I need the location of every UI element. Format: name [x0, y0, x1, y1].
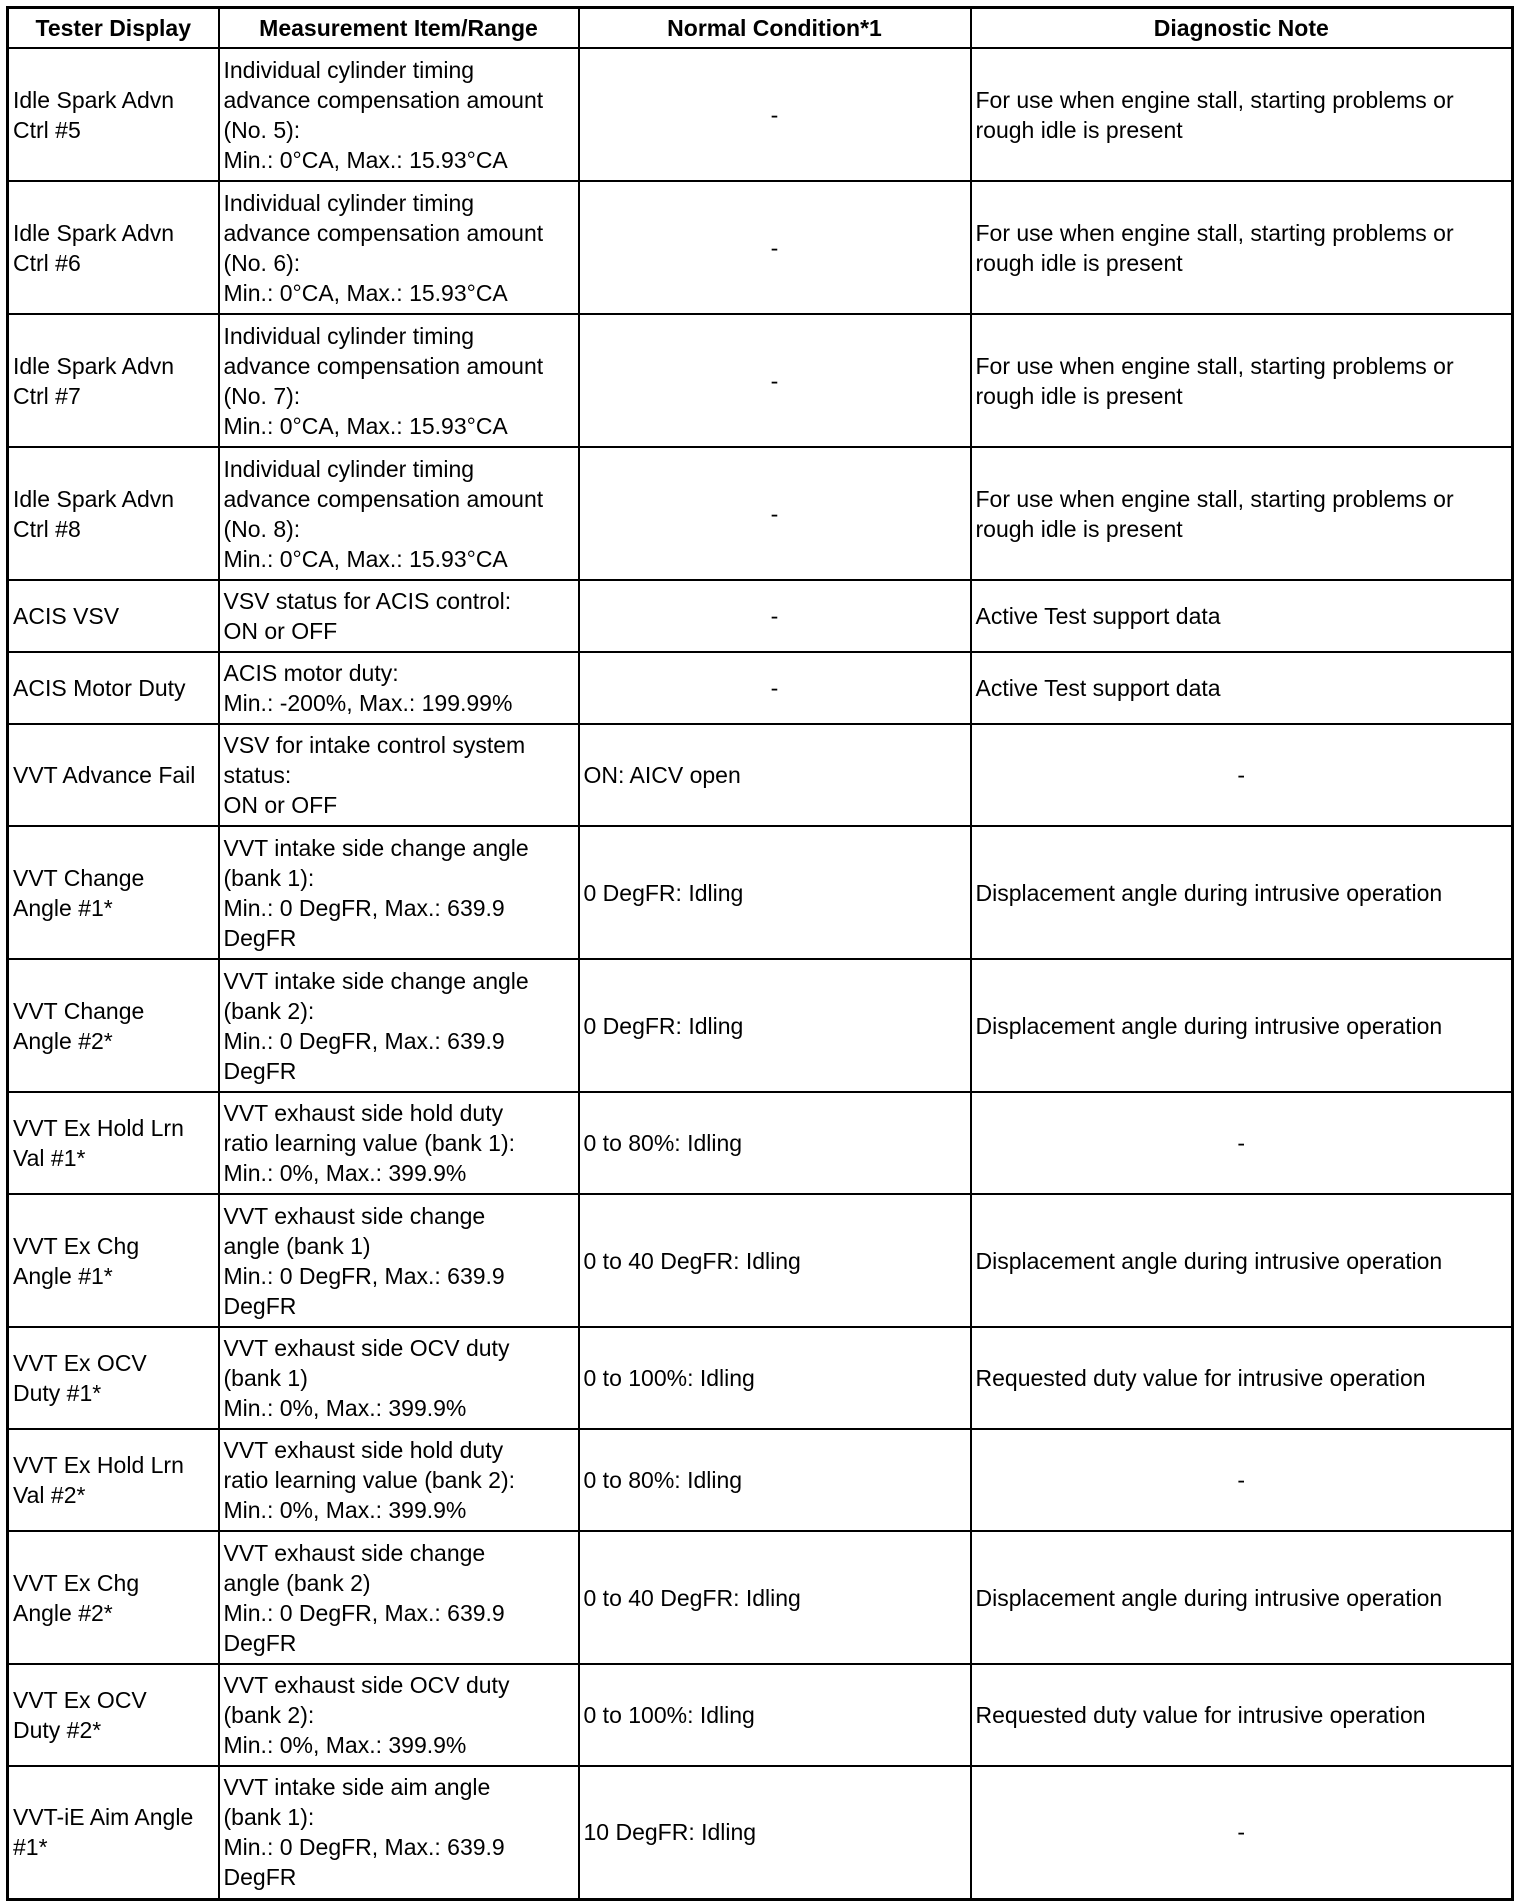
- cell-measurement-item-range: Individual cylinder timing advance compensation amount (No. 5): Min.: 0°CA, Max.: 15.93°CA: [219, 48, 579, 181]
- table-row: [8, 181, 1513, 314]
- cell-tester-display: VVT Ex Chg Angle #1*: [8, 1194, 219, 1327]
- table-row: [8, 1429, 1513, 1531]
- cell-measurement-item-range: VVT intake side change angle (bank 2): Min.: 0 DegFR, Max.: 639.9 DegFR: [219, 959, 579, 1092]
- cell-diagnostic-note: -: [971, 1092, 1513, 1194]
- table-row: [8, 1327, 1513, 1429]
- cell-tester-display: ACIS VSV: [8, 580, 219, 652]
- cell-measurement-item-range: VSV for intake control system status: ON or OFF: [219, 724, 579, 826]
- cell-tester-display: VVT Ex Chg Angle #2*: [8, 1531, 219, 1664]
- cell-normal-condition: -: [579, 447, 971, 580]
- cell-measurement-item-range: VVT exhaust side hold duty ratio learning value (bank 2): Min.: 0%, Max.: 399.9%: [219, 1429, 579, 1531]
- cell-diagnostic-note: Displacement angle during intrusive operation: [971, 1194, 1513, 1327]
- header-diagnostic-note: Diagnostic Note: [971, 8, 1513, 49]
- cell-normal-condition: 0 to 80%: Idling: [579, 1092, 971, 1194]
- table-row: [8, 48, 1513, 181]
- cell-normal-condition: ON: AICV open: [579, 724, 971, 826]
- table-body: [8, 48, 1513, 1899]
- cell-tester-display: Idle Spark Advn Ctrl #5: [8, 48, 219, 181]
- cell-measurement-item-range: VVT exhaust side change angle (bank 2) Min.: 0 DegFR, Max.: 639.9 DegFR: [219, 1531, 579, 1664]
- cell-tester-display: VVT Ex OCV Duty #1*: [8, 1327, 219, 1429]
- cell-normal-condition: 0 to 40 DegFR: Idling: [579, 1531, 971, 1664]
- table-row: [8, 447, 1513, 580]
- cell-diagnostic-note: Displacement angle during intrusive operation: [971, 1531, 1513, 1664]
- cell-diagnostic-note: -: [971, 724, 1513, 826]
- header-normal-condition: Normal Condition*1: [579, 8, 971, 49]
- cell-measurement-item-range: Individual cylinder timing advance compensation amount (No. 6): Min.: 0°CA, Max.: 15.93°CA: [219, 181, 579, 314]
- table-row: [8, 1194, 1513, 1327]
- cell-normal-condition: -: [579, 580, 971, 652]
- cell-diagnostic-note: -: [971, 1766, 1513, 1899]
- cell-normal-condition: -: [579, 181, 971, 314]
- cell-normal-condition: 0 to 80%: Idling: [579, 1429, 971, 1531]
- cell-measurement-item-range: Individual cylinder timing advance compensation amount (No. 8): Min.: 0°CA, Max.: 15.93°CA: [219, 447, 579, 580]
- cell-normal-condition: 0 DegFR: Idling: [579, 826, 971, 959]
- cell-measurement-item-range: VVT exhaust side hold duty ratio learning value (bank 1): Min.: 0%, Max.: 399.9%: [219, 1092, 579, 1194]
- cell-measurement-item-range: VSV status for ACIS control: ON or OFF: [219, 580, 579, 652]
- cell-normal-condition: 0 to 100%: Idling: [579, 1327, 971, 1429]
- cell-diagnostic-note: For use when engine stall, starting problems or rough idle is present: [971, 181, 1513, 314]
- table-header-row: [8, 8, 1513, 49]
- cell-diagnostic-note: For use when engine stall, starting problems or rough idle is present: [971, 447, 1513, 580]
- cell-tester-display: Idle Spark Advn Ctrl #7: [8, 314, 219, 447]
- cell-diagnostic-note: Requested duty value for intrusive operation: [971, 1664, 1513, 1766]
- cell-measurement-item-range: Individual cylinder timing advance compensation amount (No. 7): Min.: 0°CA, Max.: 15.93°CA: [219, 314, 579, 447]
- cell-diagnostic-note: -: [971, 1429, 1513, 1531]
- header-measurement-item-range: Measurement Item/Range: [219, 8, 579, 49]
- diagnostic-data-table: [6, 6, 1514, 1901]
- table-row: [8, 1531, 1513, 1664]
- cell-measurement-item-range: ACIS motor duty: Min.: -200%, Max.: 199.99%: [219, 652, 579, 724]
- cell-tester-display: Idle Spark Advn Ctrl #8: [8, 447, 219, 580]
- cell-measurement-item-range: VVT exhaust side OCV duty (bank 2): Min.: 0%, Max.: 399.9%: [219, 1664, 579, 1766]
- cell-measurement-item-range: VVT intake side aim angle (bank 1): Min.: 0 DegFR, Max.: 639.9 DegFR: [219, 1766, 579, 1899]
- table-row: [8, 314, 1513, 447]
- cell-normal-condition: -: [579, 314, 971, 447]
- table-row: [8, 826, 1513, 959]
- header-tester-display: Tester Display: [8, 8, 219, 49]
- cell-tester-display: VVT Change Angle #2*: [8, 959, 219, 1092]
- cell-diagnostic-note: Active Test support data: [971, 580, 1513, 652]
- table-row: [8, 1766, 1513, 1899]
- table-row: [8, 652, 1513, 724]
- cell-tester-display: VVT Advance Fail: [8, 724, 219, 826]
- cell-tester-display: VVT Ex Hold Lrn Val #1*: [8, 1092, 219, 1194]
- cell-diagnostic-note: Active Test support data: [971, 652, 1513, 724]
- cell-diagnostic-note: For use when engine stall, starting problems or rough idle is present: [971, 314, 1513, 447]
- table-row: [8, 1664, 1513, 1766]
- cell-tester-display: VVT Change Angle #1*: [8, 826, 219, 959]
- cell-tester-display: VVT Ex Hold Lrn Val #2*: [8, 1429, 219, 1531]
- cell-diagnostic-note: Displacement angle during intrusive operation: [971, 959, 1513, 1092]
- cell-measurement-item-range: VVT intake side change angle (bank 1): Min.: 0 DegFR, Max.: 639.9 DegFR: [219, 826, 579, 959]
- table-row: [8, 580, 1513, 652]
- cell-tester-display: Idle Spark Advn Ctrl #6: [8, 181, 219, 314]
- cell-measurement-item-range: VVT exhaust side OCV duty (bank 1) Min.: 0%, Max.: 399.9%: [219, 1327, 579, 1429]
- table-row: [8, 959, 1513, 1092]
- cell-normal-condition: 0 to 100%: Idling: [579, 1664, 971, 1766]
- cell-tester-display: VVT Ex OCV Duty #2*: [8, 1664, 219, 1766]
- table-row: [8, 1092, 1513, 1194]
- cell-measurement-item-range: VVT exhaust side change angle (bank 1) Min.: 0 DegFR, Max.: 639.9 DegFR: [219, 1194, 579, 1327]
- table-row: [8, 724, 1513, 826]
- cell-normal-condition: 0 to 40 DegFR: Idling: [579, 1194, 971, 1327]
- cell-diagnostic-note: Requested duty value for intrusive operation: [971, 1327, 1513, 1429]
- cell-normal-condition: -: [579, 652, 971, 724]
- cell-diagnostic-note: Displacement angle during intrusive operation: [971, 826, 1513, 959]
- cell-normal-condition: 10 DegFR: Idling: [579, 1766, 971, 1899]
- cell-normal-condition: -: [579, 48, 971, 181]
- cell-diagnostic-note: For use when engine stall, starting problems or rough idle is present: [971, 48, 1513, 181]
- cell-tester-display: VVT-iE Aim Angle #1*: [8, 1766, 219, 1899]
- cell-normal-condition: 0 DegFR: Idling: [579, 959, 971, 1092]
- document-page: [6, 6, 1511, 1901]
- cell-tester-display: ACIS Motor Duty: [8, 652, 219, 724]
